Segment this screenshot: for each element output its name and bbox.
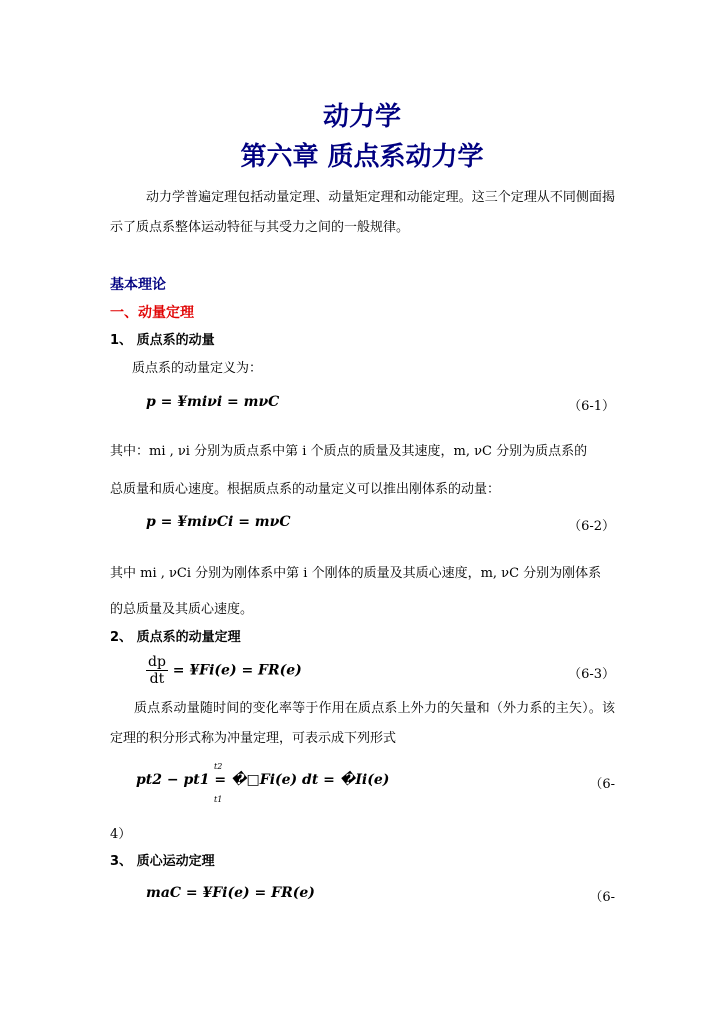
paragraph-1-line-1: 其中：mi , νi 分别为质点系中第 i 个质点的质量及其速度，m, νC 分别为质点系的 [110, 444, 588, 459]
subsection-momentum-theorem: 2、 质点系的动量定理 [110, 630, 241, 645]
equation-number-6-4-continued: 4） [110, 827, 132, 842]
equation-6-3 [146, 654, 302, 687]
section-basic-theory: 基本理论 [110, 277, 166, 293]
paragraph-1-line-2: 总质量和质心速度。根据质点系的动量定义可以推出刚体系的动量： [110, 482, 501, 497]
fraction-denominator: dt [149, 671, 165, 687]
subsection-system-momentum: 1、 质点系的动量 [110, 333, 215, 348]
equation-number-6-2: （6-2） [568, 519, 615, 534]
momentum-definition-text: 质点系的动量定义为： [132, 361, 263, 376]
paragraph-2-line-2: 的总质量及其质心速度。 [110, 602, 254, 617]
equation-6-5: maC = ¥Fi(e) = FR(e) [146, 885, 315, 901]
equation-6-4: pt2 − pt1 = �□Fi(e) dt = �Ii(e) [136, 772, 390, 788]
equation-number-6-5: （6- [589, 890, 615, 905]
page-title: 动力学 [322, 102, 401, 132]
integral-upper-limit: t2 [214, 762, 223, 771]
equation-6-1: p = ¥miνi = mνC [146, 394, 280, 410]
equation-number-6-3: （6-3） [568, 667, 615, 682]
integral-lower-limit: t1 [214, 795, 223, 804]
chapter-title: 第六章 质点系动力学 [240, 142, 484, 172]
section-momentum-theorem: 一、动量定理 [110, 305, 194, 321]
subsection-center-of-mass-theorem: 3、 质心运动定理 [110, 854, 215, 869]
paragraph-3: 质点系动量随时间的变化率等于作用在质点系上外力的矢量和（外力系的主矢）。该定理的积分形式称为冲量定理，可表示成下列形式 [110, 701, 615, 746]
intro-paragraph: 动力学普遍定理包括动量定理、动量矩定理和动能定理。这三个定理从不同侧面揭示了质点系整体运动特征与其受力之间的一般规律。 [110, 190, 615, 235]
fraction-numerator: dp [148, 654, 166, 670]
equation-6-3-rhs: = ¥Fi(e) = FR(e) [167, 662, 302, 679]
derivative-fraction [146, 654, 168, 687]
equation-6-2: p = ¥miνCi = mνC [146, 514, 291, 530]
equation-number-6-1: （6-1） [568, 399, 615, 414]
paragraph-2-line-1: 其中 mi , νCi 分别为刚体系中第 i 个刚体的质量及其质心速度，m, νC 分别为刚体系 [110, 566, 602, 581]
equation-number-6-4: （6- [589, 777, 615, 792]
